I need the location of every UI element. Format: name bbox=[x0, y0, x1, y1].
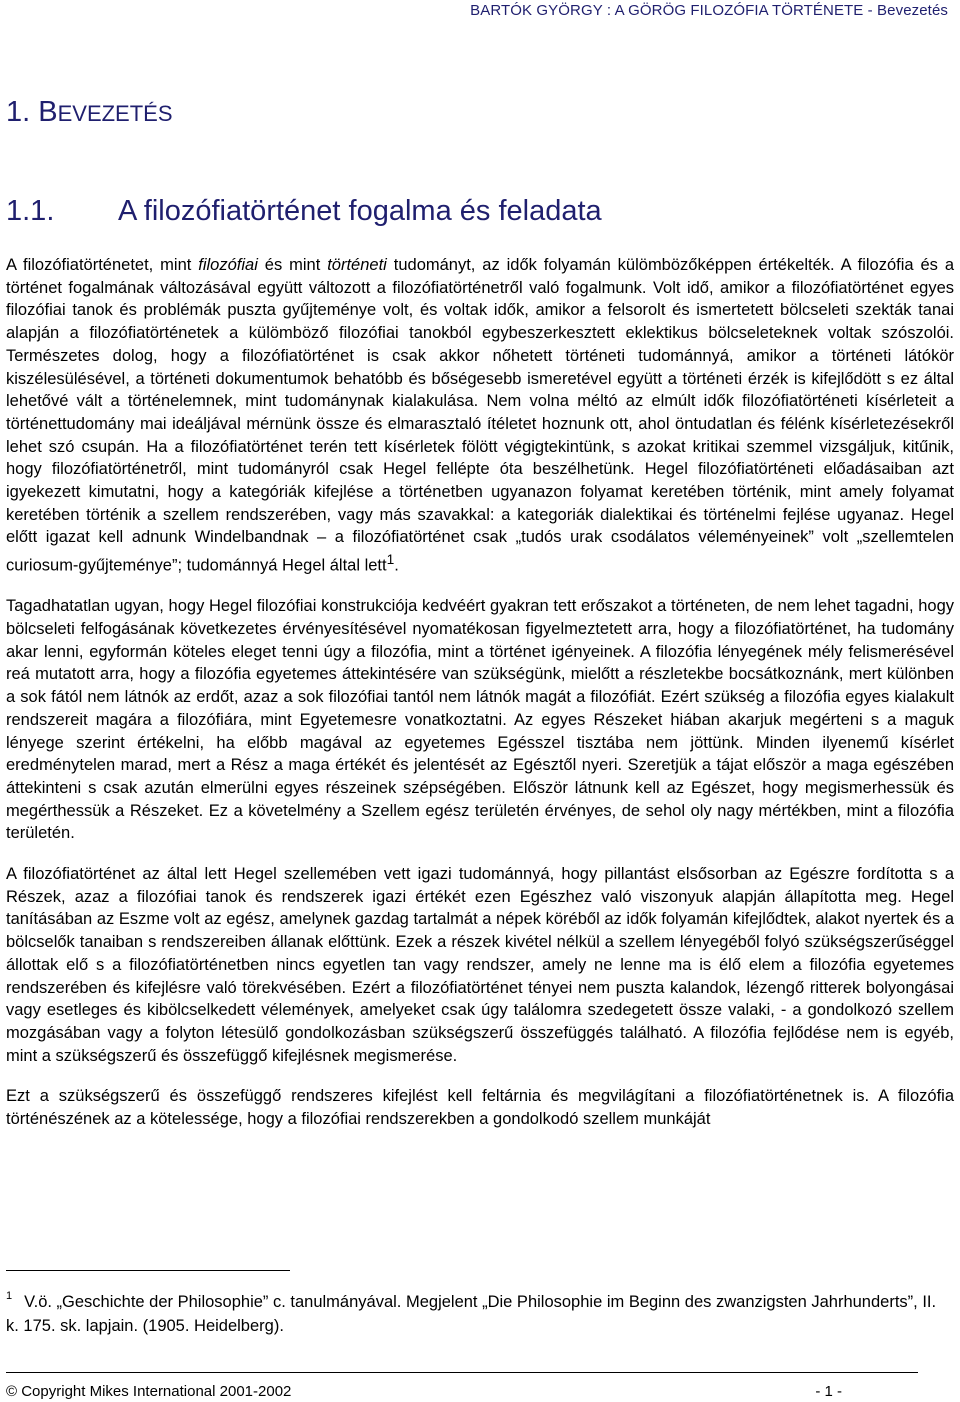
chapter-title-initial: B bbox=[38, 96, 58, 128]
paragraph-1-end: . bbox=[394, 556, 399, 575]
footnote-marker: 1 bbox=[6, 1290, 13, 1302]
paragraph-1-text-c: és mint bbox=[257, 256, 328, 274]
footer-divider bbox=[6, 1372, 918, 1373]
running-header: BARTÓK GYÖRGY : A GÖRÖG FILOZÓFIA TÖRTÉNETE - Bevezetés bbox=[470, 2, 948, 19]
emphasis-filozofiai: filozófiai bbox=[198, 256, 258, 274]
chapter-heading bbox=[6, 98, 173, 127]
paragraph-1-text-e: tudományt, az idők folyamán külömbözőképpen értékelték. A filozófia és a történet fogalmának változásával együtt változott a filozófiatörténetről való fogalmunk. Volt idő, amikor a filozófiatörténet egyes filozófiai tanok és problémák puszta gyűjteménye volt, és voltak idők, amikor a felsorolt és ismertetett bölcseleti szekták tanai alapján a filozófiatörténetek a külömböző filozófiai tanokból egybeszerkesztett eklektikus bölcseleteknek voltak szószolói. Természetes dolog, hogy a filozófiatörténet is csak akkor nőhetett történeti tudománnyá, amikor a történeti látókör kiszélesülésével, a történeti dokumentumok behatóbb és bőségesebb ismeretével együtt a történeti érzék is kifejlődött s ez által lehetővé vált a történelemnek, mint tudománynak kialakulása. Nem volna méltó az elmúlt idők filozófiatörténeti kísérleteit a történettudomány mai ideáljával mérnünk össze és elmarasztaló ítéletet hoznunk ott, ahol öntudatlan és félénk kísérletezésekről lehet szó csupán. Ha a filozófiatörténet terén tett kísérletek fölött végigtekintünk, s azokat kritikai szemmel vizsgáljuk, kitűnik, hogy filozófiatörténetről, mint tudományról csak Hegel fellépte óta beszélhetünk. Hegel filozófiatörténeti előadásaiban azt igyekezett kimutatni, hogy a kategóriák kifejlése a történetben ugyanazon folyamat keretében történik, mint amely folyamat keretében történik a szellem rendszerében, vagy más szavakkal: a kategoriák dialektikai és történelmi fejlése ugyanaz. Hegel előtt igazat kell adnunk Windelbandnak – a filozófiatörténet csak „tudós urak csodálatos véleményeinek” volt „szellemtelen curiosum-gyűjteménye”; tudománnyá Hegel által lett bbox=[6, 256, 955, 575]
section-title: A filozófiatörténet fogalma és feladata bbox=[118, 195, 602, 227]
paragraph-4: Ezt a szükségszerű és összefüggő rendszeres kifejlést kell feltárnia és megvilágítani a filozófiatörténetnek is. A filozófia történészének az a kötelessége, hogy a filozófiai rendszerekben a gondolkodó szellem munkáját bbox=[6, 1087, 954, 1129]
paragraph-1-text-a: A filozófiatörténetet, mint bbox=[6, 256, 199, 274]
footnote bbox=[6, 1284, 952, 1338]
body-text bbox=[6, 254, 954, 1149]
paragraph-3: A filozófiatörténet az által lett Hegel szellemében vett igazi tudománnyá, hogy pillantást elsősorban az Egészre fordította s a Részek, azaz a filozófiai tanok és rendszerek igazi értékét ezen Egészhez való viszonyuk alapján állapította meg. Hegel tanításában az Eszme volt az egész, amelynek gazdag tartalmát a népek köréből az idők folyamán kifejlődtek, alakot nyertek és a bölcselők tanaiban s rendszereiben állanak előttünk. Ezek a részek kivétel nélkül a szellem lényegéből folyó szükségszerűséggel állottak elő s a filozófiatörténetben nincs egyetlen tan vagy rendszer, amely ne lenne ma is élő elem a filozófia egyetemes rendszerében és kifejlésre való törekvésében. Ezért a filozófiatörténet tényei nem puszta kalandok, lézengő ritterek bolyongásai vagy esetleges és kibölcselkedett vélemények, amelyeket csak úgy találomra szedegetett össze valaki, - a gondolkozó szellem mozgásában vagy a folyton létesülő gondolkozásban szükségszerű összefüggés található. A filozófia fejlődése nem is egyéb, mint a szükségszerű és összefüggő kifejlésnek megismerése. bbox=[6, 865, 954, 1065]
footnote-text: V.ö. „Geschichte der Philosophie” c. tanulmányával. Megjelent „Die Philosophie im Beginn des zwanzigsten Jahrhunderts”, II. k. 175. sk. lapjain. (1905. Heidelberg). bbox=[6, 1293, 937, 1335]
paragraph-2: Tagadhatatlan ugyan, hogy Hegel filozófiai konstrukciója kedvéért gyakran tett erőszakot a történeten, de nem lehet tagadni, hogy bölcseleti felfogásának következetes érvényesítésével nyomatékosan figyelmeztetett arra, hogy a filozófiatörténet, ha tudomány akar lenni, egyformán köteles eleget tenni úgy a filozófia, mint a történet igényeinek. A filozófia lényegének mély felismerésével reá mutatott arra, hogy a filozófia egyetemes áttekintésére van szükségünk, mielőtt a részletekbe bocsátkoznánk, mert különben a sok fától nem látnók az erdőt, azaz a sok filozófiai tantól nem látnók magát a filozófiát. Ezért szükség a filozófia egyes kialakult rendszereit magára a filozófiára, mint Egyetemesre vonatkoztatni. Az egyes Részeket hiában akarjuk megérteni s a maguk lényege szerint értékelni, ha előbb magával az egyetemes Egésszel tisztába nem jöttünk. Minden ilyenemű kísérlet eredménytelen marad, mert a Rész a maga értékét és jelentését az Egésztől nyeri. Szeretjük a tájat először a maga egészében áttekinteni s csak azután elmerülni egyes részeinek szépségében. Először látnunk kell az Egészet, hogy megismerhessük és megérthessük a Részeket. Ez a követelmény a Szellem egész területén érvényes, de sehol oly nagy mértékben, mint a filozófia területén. bbox=[6, 597, 954, 843]
section-heading bbox=[6, 197, 602, 226]
section-number: 1.1. bbox=[6, 195, 55, 227]
footnote-reference[interactable]: 1 bbox=[386, 552, 395, 568]
copyright-notice: © Copyright Mikes International 2001-2002 bbox=[6, 1383, 292, 1400]
emphasis-torteneti: történeti bbox=[327, 256, 387, 274]
page-number: - 1 - bbox=[815, 1383, 842, 1400]
footnote-divider bbox=[6, 1270, 290, 1271]
chapter-number: 1. bbox=[6, 96, 31, 128]
chapter-title-rest: EVEZETÉS bbox=[57, 101, 173, 126]
paragraph-1 bbox=[6, 254, 954, 577]
